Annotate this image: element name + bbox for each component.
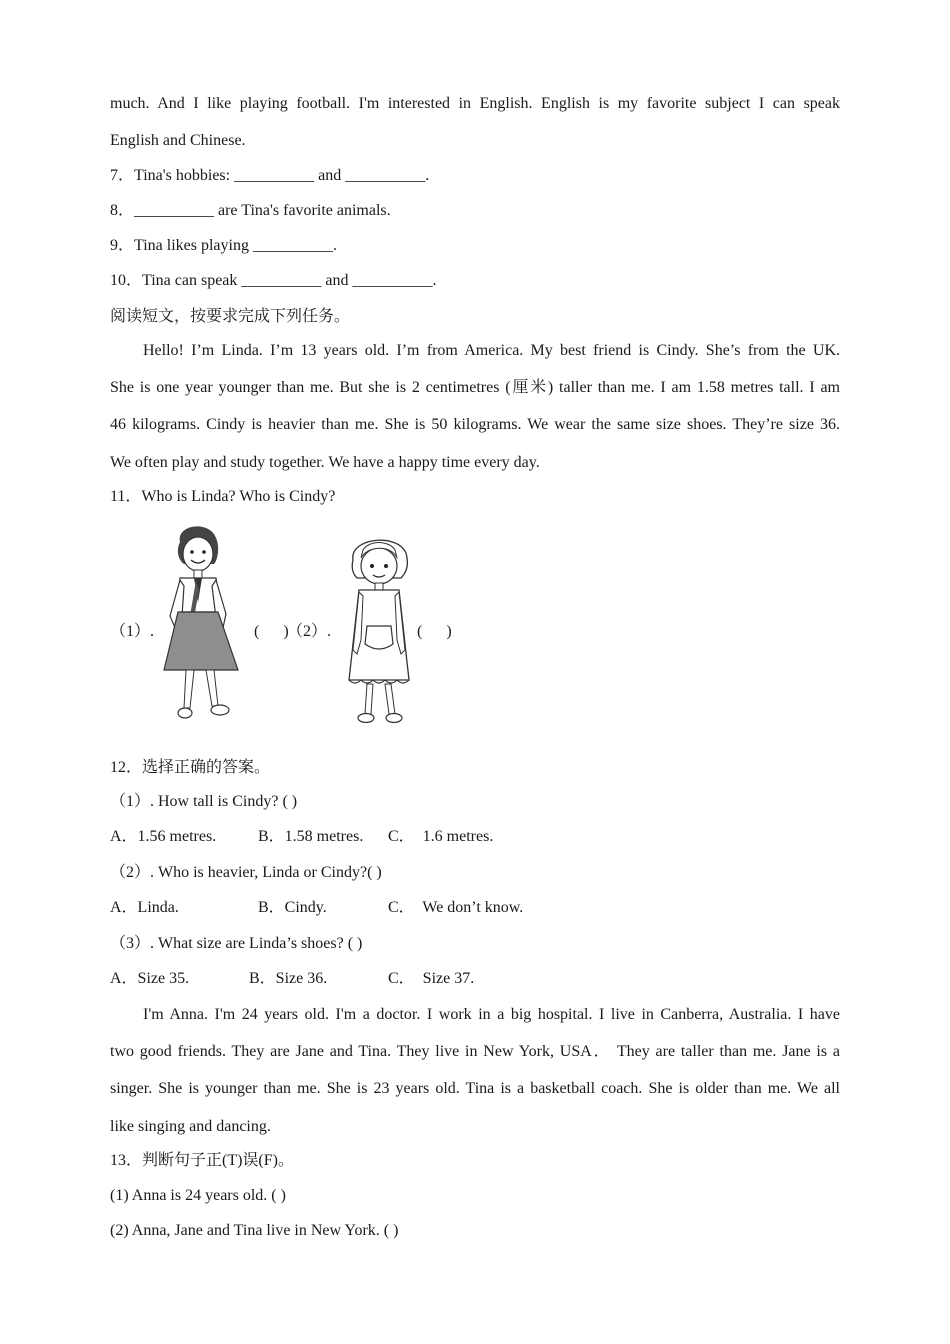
q11-item1-blank: ( )	[254, 623, 289, 640]
q12-sub3-option-c: C． Size 37.	[388, 970, 475, 987]
question-12-title: 12．选择正确的答案。	[110, 759, 271, 776]
passage2-line4: We often play and study together. We have a happy time every day.	[110, 454, 540, 471]
passage1-line2: English and Chinese.	[110, 132, 246, 149]
passage3-line1: I'm Anna. I'm 24 years old. I'm a doctor. I work in a big hospital. I live in Canberra, Australia. I have	[143, 1006, 840, 1023]
question-13-title: 13．判断句子正(T)误(F)。	[110, 1152, 294, 1169]
q12-sub3-question: （3）. What size are Linda’s shoes? ( )	[110, 935, 363, 952]
q12-sub1-option-c: C． 1.6 metres.	[388, 828, 494, 845]
question-9: 9．Tina likes playing __________.	[110, 237, 337, 254]
passage2-line3: 46 kilograms. Cindy is heavier than me. She is 50 kilograms. We wear the same size shoes. They’re size 36.	[110, 416, 840, 433]
q12-sub2-option-c: C． We don’t know.	[388, 899, 524, 916]
q11-item2-label: （2）.	[287, 623, 332, 640]
passage2-line2: She is one year younger than me. But she is 2 centimetres (厘米) taller than me. I am 1.58 metres tall. I am	[110, 379, 840, 396]
q12-sub2-question: （2）. Who is heavier, Linda or Cindy?( )	[110, 864, 382, 881]
section-instruction: 阅读短文，按要求完成下列任务。	[110, 308, 351, 325]
question-10: 10．Tina can speak __________ and __________.	[110, 272, 437, 289]
question-11: 11．Who is Linda? Who is Cindy?	[110, 488, 336, 505]
passage3-line2: two good friends. They are Jane and Tina. They live in New York, USA． They are taller than me. Jane is a	[110, 1043, 840, 1060]
q11-item2-blank: ( )	[417, 623, 452, 640]
q12-sub3-option-b: B．Size 36.	[249, 970, 328, 987]
passage2-line1: Hello! I’m Linda. I’m 13 years old. I’m from America. My best friend is Cindy. She’s from the UK.	[143, 342, 840, 359]
passage3-line3: singer. She is younger than me. She is 23 years old. Tina is a basketball coach. She is older than me. We all	[110, 1080, 840, 1097]
q12-sub2-option-b: B．Cindy.	[258, 899, 327, 916]
question-7: 7．Tina's hobbies: __________ and __________.	[110, 167, 430, 184]
q12-sub2-option-a: A．Linda.	[110, 899, 179, 916]
linda-figure-image	[158, 520, 240, 725]
passage3-line4: like singing and dancing.	[110, 1118, 271, 1135]
q12-sub3-option-a: A．Size 35.	[110, 970, 190, 987]
q11-item1-label: （1）.	[110, 623, 155, 640]
q12-sub1-option-b: B．1.58 metres.	[258, 828, 364, 845]
passage1-line1: much. And I like playing football. I'm interested in English. English is my favorite subject I can speak	[110, 95, 840, 112]
question-8: 8．__________ are Tina's favorite animals.	[110, 202, 391, 219]
q13-statement-1: (1) Anna is 24 years old. ( )	[110, 1187, 286, 1204]
q12-sub1-question: （1）. How tall is Cindy? ( )	[110, 793, 298, 810]
q13-statement-2: (2) Anna, Jane and Tina live in New York. ( )	[110, 1222, 399, 1239]
cindy-figure-image	[345, 530, 413, 726]
q12-sub1-option-a: A．1.56 metres.	[110, 828, 217, 845]
